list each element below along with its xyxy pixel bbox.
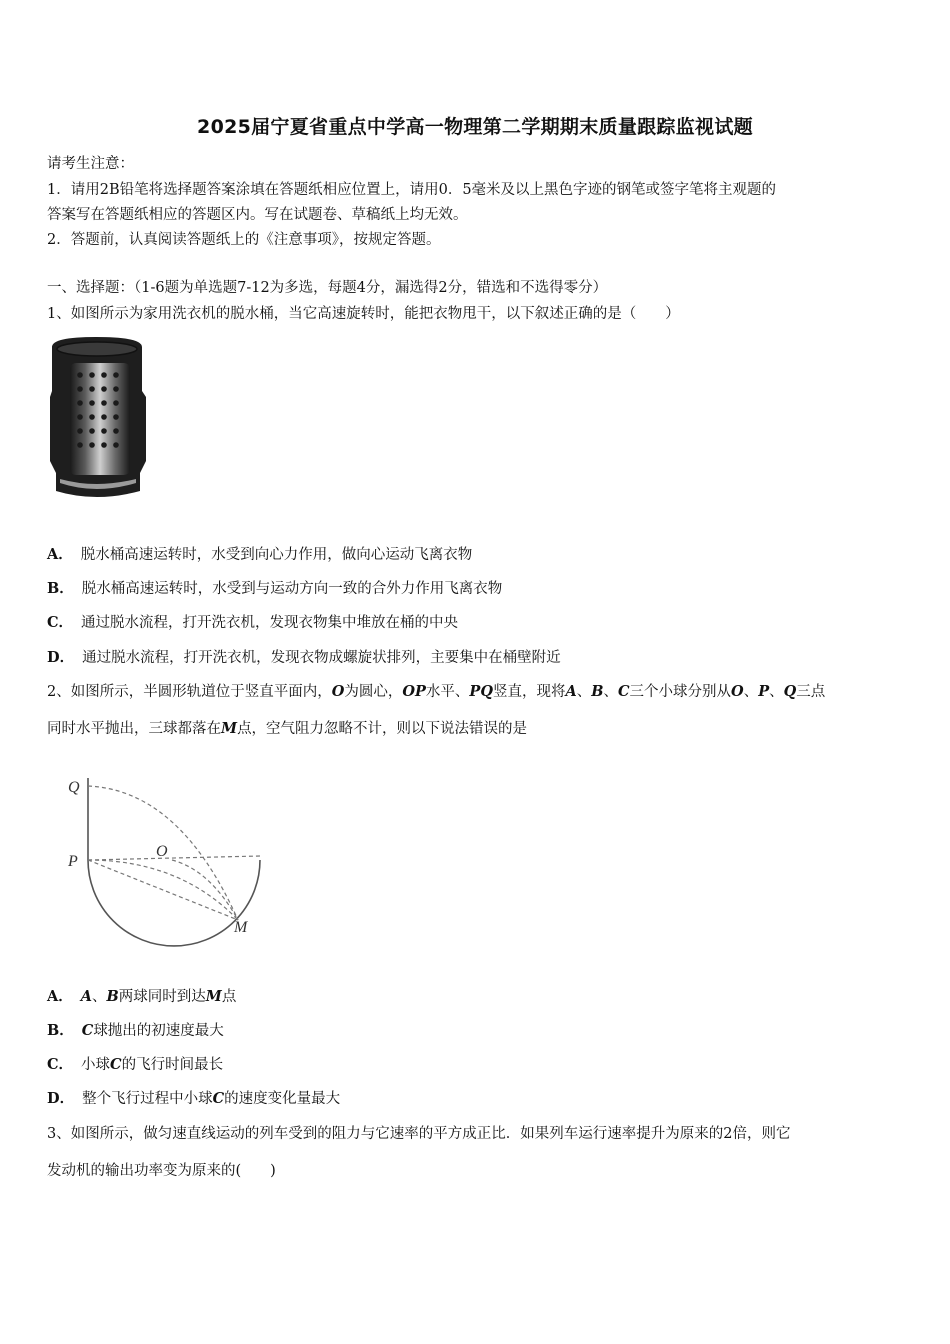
question-2-stem-line-2: 同时水平抛出，三球都落在M点，空气阻力忽略不计，则以下说法错误的是 (47, 720, 528, 737)
q1-option-d-label: D． (47, 649, 75, 666)
semicircle-track-figure (60, 760, 270, 950)
q1-option-b-text: 脱水桶高速运转时，水受到与运动方向一致的合外力作用飞离衣物 (81, 581, 503, 597)
section-heading: 一、选择题：（1-6题为单选题7-12为多选，每题4分，漏选得2分，错选和不选得零分） (47, 280, 608, 296)
question-2-stem-line-1: 2、如图所示，半圆形轨道位于竖直平面内，O为圆心，OP水平、PQ竖直，现将A、B、C三个小球分别从O、P、Q三点 (47, 683, 826, 700)
notice-item-1-line-1: 1．请用2B铅笔将选择题答案涂填在答题纸相应位置上，请用0．5毫米及以上黑色字迹的钢笔或签字笔将主观题的 (47, 182, 777, 198)
question-1-stem: 1、如图所示为家用洗衣机的脱水桶，当它高速旋转时，能把衣物甩干，以下叙述正确的是（ ） (47, 306, 680, 322)
drum-rim (57, 342, 137, 356)
q1-option-c-label: C． (47, 614, 74, 631)
q1-option-b[interactable] (47, 577, 502, 598)
trajectory-from-o (172, 860, 238, 920)
pm-line (88, 860, 238, 920)
label-o: O (156, 843, 168, 860)
q2-option-c[interactable]: C． 小球C的飞行时间最长 (47, 1056, 224, 1073)
q2-option-b[interactable]: B． C球抛出的初速度最大 (47, 1022, 224, 1039)
q1-option-a-label: A． (47, 546, 73, 563)
spin-drum-figure (44, 333, 154, 505)
q1-option-d[interactable] (47, 646, 561, 667)
notice-item-1-line-2: 答案写在答题纸相应的答题区内。写在试题卷、草稿纸上均无效。 (47, 207, 468, 223)
label-p: P (68, 853, 78, 870)
q2-option-d[interactable]: D． 整个飞行过程中小球C的速度变化量最大 (47, 1090, 341, 1107)
question-3-stem-line-2: 发动机的输出功率变为原来的( ) (47, 1163, 276, 1179)
page-title: 2025届宁夏省重点中学高一物理第二学期期末质量跟踪监视试题 (197, 116, 753, 138)
q1-option-a-text: 脱水桶高速运转时，水受到向心力作用，做向心运动飞离衣物 (80, 547, 473, 563)
label-q: Q (68, 779, 80, 796)
op-horizontal-line (88, 856, 260, 860)
q1-option-b-label: B． (47, 580, 74, 597)
q1-option-c-text: 通过脱水流程，打开洗衣机，发现衣物集中堆放在桶的中央 (81, 615, 459, 631)
label-m: M (234, 919, 248, 936)
q1-option-c[interactable] (47, 611, 458, 632)
q2-option-a[interactable]: A． A、B两球同时到达M点 (47, 988, 237, 1005)
notice-item-2: 2．答题前，认真阅读答题纸上的《注意事项》，按规定答题。 (47, 232, 441, 248)
q1-option-d-text: 通过脱水流程，打开洗衣机，发现衣物成螺旋状排列，主要集中在桶壁附近 (82, 650, 561, 666)
q1-option-a[interactable] (47, 543, 472, 564)
question-3-stem-line-1: 3、如图所示，做匀速直线运动的列车受到的阻力与它速率的平方成正比．如果列车运行速率提升为原来的2倍，则它 (47, 1126, 791, 1142)
notice-heading: 请考生注意： (47, 156, 134, 172)
